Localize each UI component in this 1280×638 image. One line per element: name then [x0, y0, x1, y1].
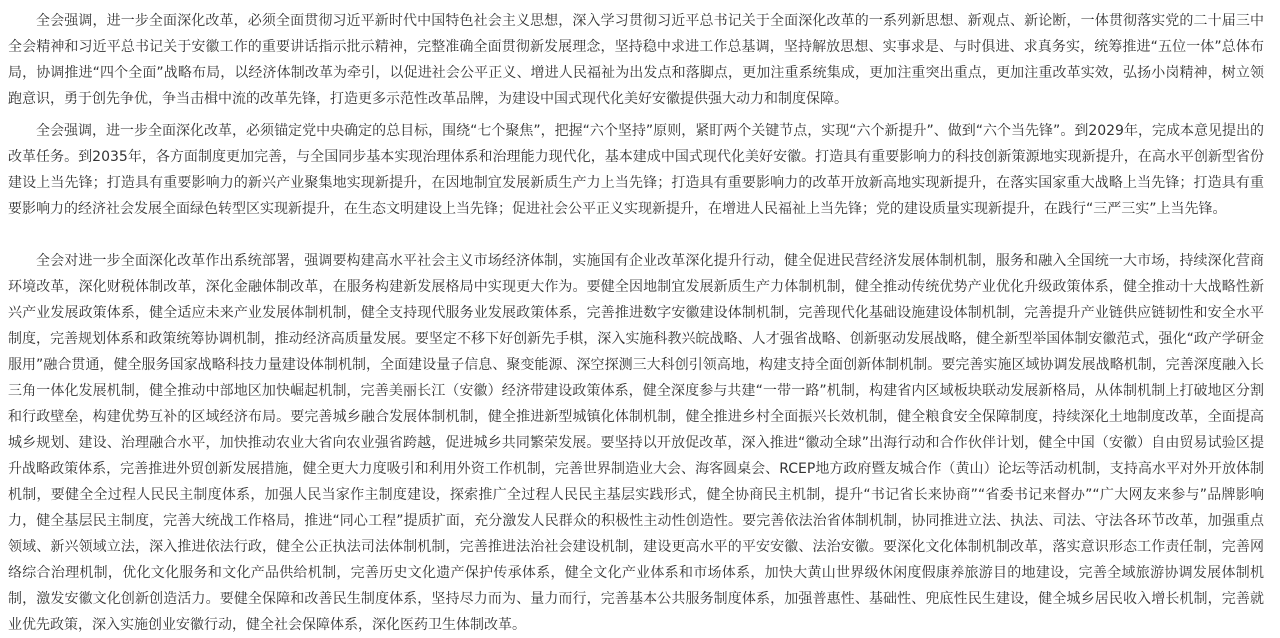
article-paragraph-3: 全会对进一步全面深化改革作出系统部署，强调要构建高水平社会主义市场经济体制，实施国有企业改革深化提升行动，健全促进民营经济发展体制机制，服务和融入全国统一大市场，持续深化营商环境改革，深化财税体制改革，深化金融体制改革，在服务构建新发展格局中实现更大作为。要健全因地制宜发展新质生产力体制机制，健全推动传统优势产业优化升级政策体系，健全推动十大战略性新兴产业发展政策体系，健全适应未来产业发展体制机制，健全支持现代服务业发展政策体系，完善推进数字安徽建设体制机制，完善现代化基础设施建设体制机制，完善提升产业链供应链韧性和安全水平制度，完善规划体系和政策统筹协调机制，推动经济高质量发展。要坚定不移下好创新先手棋，深入实施科教兴皖战略、人才强省战略、创新驱动发展战略，健全新型举国体制安徽范式，强化“政产学研金服用”融合贯通，健全服务国家战略科技力量建设体制机制，全面建设量子信息、聚变能源、深空探测三大科创引领高地，构建支持全面创新体制机制。要完善实施区域协调发展战略机制，完善深度融入长三角一体化发展机制，健全推动中部地区加快崛起机制，完善美丽长江（安徽）经济带建设政策体系，健全深度参与共建“一带一路”机制，构建省内区域板块联动发展新格局，从体制机制上打破地区分割和行政壁垒，构建优势互补的区域经济布局。要完善城乡融合发展体制机制，健全推进新型城镇化体制机制，健全推进乡村全面振兴长效机制，健全粮食安全保障制度，持续深化土地制度改革，全面提高城乡规划、建设、治理融合水平，加快推动农业大省向农业强省跨越，促进城乡共同繁荣发展。要坚持以开放促改革，深入推进“徽动全球”出海行动和合作伙伴计划，健全中国（安徽）自由贸易试验区提升战略政策体系，完善推进外贸创新发展措施，健全更大力度吸引和利用外资工作机制，完善世界制造业大会、海客圆桌会、RCEP地方政府暨友城合作（黄山）论坛等活动机制，支持高水平对外开放体制机制，要健全全过程人民民主制度体系，加强人民当家作主制度建设，探索推广全过程人民民主基层实践形式，健全协商民主机制，提升“书记省长来协商”“省委书记来督办”“广大网友来参与”品牌影响力，健全基层民主制度，完善大统战工作格局，推进“同心工程”提质扩面，充分激发人民群众的积极性主动性创造性。要完善依法治省体制机制，协同推进立法、执法、司法、守法各环节改革，加强重点领域、新兴领域立法，深入推进依法行政，健全公正执法司法体制机制，完善推进法治社会建设机制，建设更高水平的平安安徽、法治安徽。要深化文化体制机制改革，落实意识形态工作责任制，完善网络综合治理机制，优化文化服务和文化产品供给机制，完善历史文化遗产保护传承体系，健全文化产业体系和市场体系，加快大黄山世界级休闲度假康养旅游目的地建设，完善全域旅游协调发展体制机制，激发安徽文化创新创造活力。要健全保障和改善民生制度体系，坚持尽力而为、量力而行，完善基本公共服务制度体系，加强普惠性、基础性、兜底性民生建设，健全城乡居民收入增长机制，完善就业优先政策，深入实施创业安徽行动，健全社会保障体系，深化医药卫生体制改革。 [8, 253, 1264, 633]
article-paragraph-2: 全会强调，进一步全面深化改革，必须锚定党中央确定的总目标，围绕“七个聚焦”，把握“六个坚持”原则，紧盯两个关键节点，实现“六个新提升”、做到“六个当先锋”。到2029年，完成本意见提出的改革任务。到2035年，各方面制度更加完善，与全国同步基本实现治理体系和治理能力现代化，基本建成中国式现代化美好安徽。打造具有重要影响力的科技创新策源地实现新提升，在高水平创新型省份建设上当先锋；打造具有重要影响力的新兴产业聚集地实现新提升，在因地制宜发展新质生产力上当先锋；打造具有重要影响力的改革开放新高地实现新提升，在落实国家重大战略上当先锋；打造具有重要影响力的经济社会发展全面绿色转型区实现新提升，在生态文明建设上当先锋；促进社会公平正义实现新提升，在增进人民福祉上当先锋；党的建设质量实现新提升，在践行“三严三实”上当先锋。 [8, 123, 1264, 217]
article-paragraph-1: 全会强调，进一步全面深化改革，必须全面贯彻习近平新时代中国特色社会主义思想，深入学习贯彻习近平总书记关于全面深化改革的一系列新思想、新观点、新论断，一体贯彻落实党的二十届三中全会精神和习近平总书记关于安徽工作的重要讲话指示批示精神，完整准确全面贯彻新发展理念，坚持稳中求进工作总基调，坚持解放思想、实事求是、与时俱进、求真务实，统筹推进“五位一体”总体布局，协调推进“四个全面”战略布局，以经济体制改革为牵引，以促进社会公平正义、增进人民福祉为出发点和落脚点，更加注重系统集成，更加注重突出重点，更加注重改革实效，弘扬小岗精神，树立领跑意识，勇于创先争优，争当击楫中流的改革先锋，打造更多示范性改革品牌，为建设中国式现代化美好安徽提供强大动力和制度保障。 [8, 13, 1264, 107]
